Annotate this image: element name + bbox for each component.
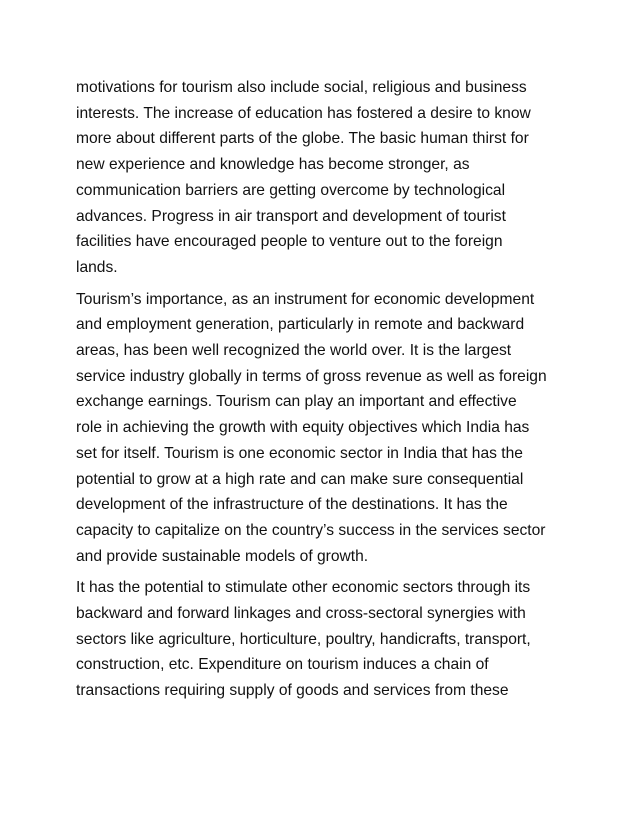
text-line: new experience and knowledge has become stronger, as (76, 156, 470, 174)
text-line: advances. Progress in air transport and development of tourist (76, 207, 506, 225)
paragraph-motivations (76, 75, 576, 281)
text-line: role in achieving the growth with equity objectives which India has (76, 419, 530, 437)
text-line: motivations for tourism also include social, religious and business (76, 79, 527, 96)
text-line: It has the potential to stimulate other economic sectors through its (76, 579, 531, 597)
text-line: exchange earnings. Tourism can play an important and effective (76, 393, 517, 411)
text-line: areas, has been well recognized the world over. It is the largest (76, 342, 512, 360)
text-line: more about different parts of the globe. The basic human thirst for (76, 130, 529, 148)
text-line: communication barriers are getting overcome by technological (76, 181, 506, 199)
text-line: construction, etc. Expenditure on tourism induces a chain of (76, 656, 489, 674)
text-line: sectors like agriculture, horticulture, poultry, handicrafts, transport, (76, 630, 531, 648)
text-line: interests. The increase of education has fostered a desire to know (76, 104, 531, 122)
paragraph-economic-linkages (76, 575, 576, 704)
text-line: and provide sustainable models of growth. (76, 547, 369, 565)
text-line: service industry globally in terms of gross revenue as well as foreign (76, 367, 547, 385)
text-line: capacity to capitalize on the country’s success in the services sector (76, 521, 546, 539)
paragraph-tourism-importance (76, 287, 576, 570)
text-line: backward and forward linkages and cross-sectoral synergies with (76, 605, 526, 623)
document-body (76, 75, 576, 710)
text-line: facilities have encouraged people to venture out to the foreign (76, 233, 503, 251)
text-line: transactions requiring supply of goods and services from these (76, 682, 509, 700)
text-line: and employment generation, particularly in remote and backward (76, 316, 525, 334)
text-line: development of the infrastructure of the destinations. It has the (76, 496, 508, 514)
text-line: potential to grow at a high rate and can make sure consequential (76, 470, 524, 488)
text-line: lands. (76, 258, 118, 276)
text-line: Tourism’s importance, as an instrument for economic development (76, 290, 535, 308)
text-line: set for itself. Tourism is one economic sector in India that has the (76, 444, 523, 462)
